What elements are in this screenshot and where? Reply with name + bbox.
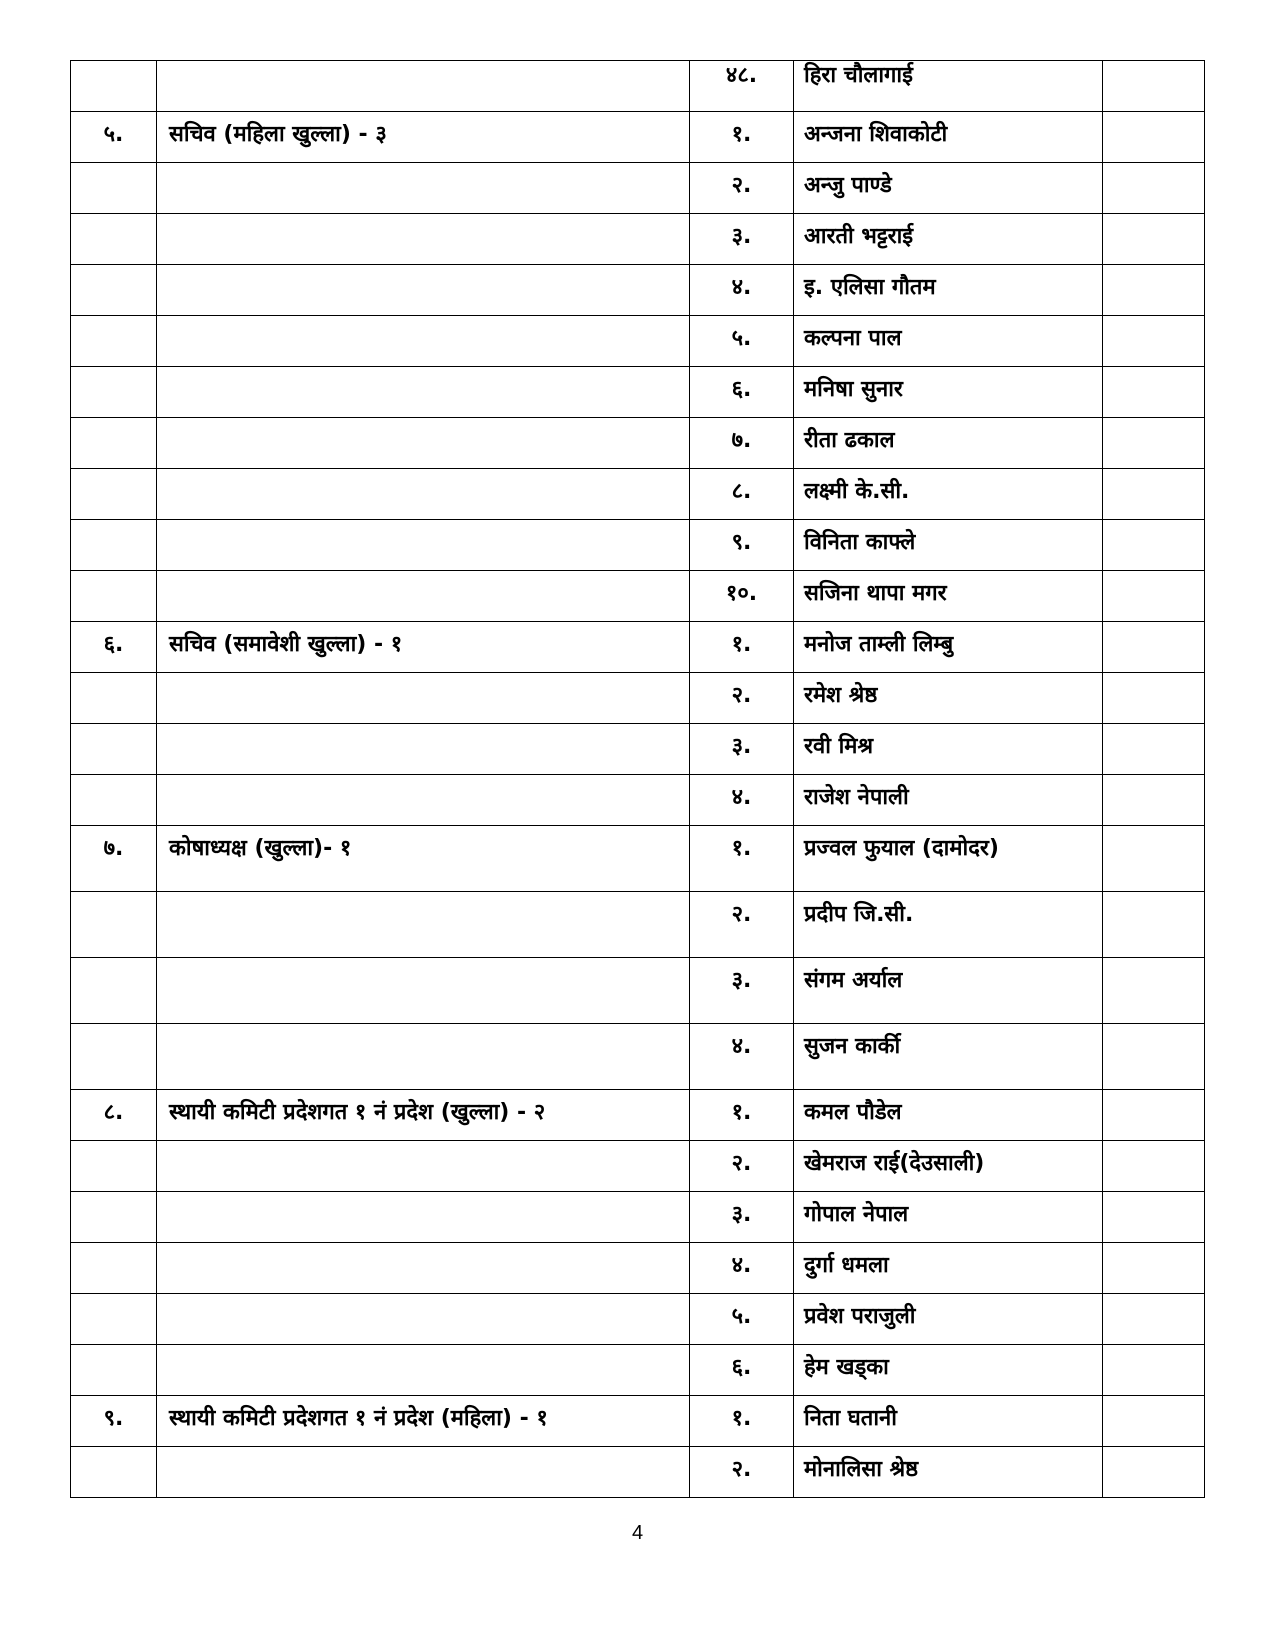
table-row (71, 724, 1205, 775)
candidate-number-cell: २. (690, 1141, 794, 1192)
remark-cell (1103, 112, 1205, 163)
candidate-name-cell: हिरा चौलागाई (794, 61, 1103, 112)
candidate-number-cell: २. (690, 1447, 794, 1498)
serial-number-cell (71, 892, 157, 958)
candidate-number-cell: ६. (690, 367, 794, 418)
post-title-cell (157, 61, 690, 112)
post-title-cell (157, 520, 690, 571)
candidate-number-cell: ३. (690, 214, 794, 265)
candidate-number-cell: ४८. (690, 61, 794, 112)
candidate-number-cell: १. (690, 1090, 794, 1141)
table-row (71, 673, 1205, 724)
post-title-cell (157, 1243, 690, 1294)
table-row (71, 1447, 1205, 1498)
serial-number-cell: ९. (71, 1396, 157, 1447)
serial-number-cell (71, 214, 157, 265)
serial-number-cell (71, 265, 157, 316)
table-row (71, 826, 1205, 892)
remark-cell (1103, 1345, 1205, 1396)
candidate-name-cell: सजिना थापा मगर (794, 571, 1103, 622)
candidate-number-cell: ५. (690, 316, 794, 367)
table-row (71, 1243, 1205, 1294)
candidate-number-cell: २. (690, 892, 794, 958)
candidate-number-cell: २. (690, 673, 794, 724)
remark-cell (1103, 1024, 1205, 1090)
table-row (71, 520, 1205, 571)
candidate-number-cell: २. (690, 163, 794, 214)
candidate-number-cell: ४. (690, 775, 794, 826)
table-row (71, 1192, 1205, 1243)
candidate-name-cell: कमल पौडेल (794, 1090, 1103, 1141)
table-row (71, 61, 1205, 112)
table-row (71, 622, 1205, 673)
candidate-number-cell: ९. (690, 520, 794, 571)
candidate-name-cell: विनिता काफ्ले (794, 520, 1103, 571)
remark-cell (1103, 1192, 1205, 1243)
candidate-number-cell: ४. (690, 265, 794, 316)
candidate-table-body (71, 61, 1205, 1498)
candidate-name-cell: खेमराज राई(देउसाली) (794, 1141, 1103, 1192)
candidate-number-cell: ४. (690, 1243, 794, 1294)
serial-number-cell (71, 775, 157, 826)
remark-cell (1103, 1243, 1205, 1294)
candidate-name-cell: मनिषा सुनार (794, 367, 1103, 418)
remark-cell (1103, 520, 1205, 571)
candidate-number-cell: १०. (690, 571, 794, 622)
serial-number-cell (71, 673, 157, 724)
candidate-name-cell: प्रज्वल फुयाल (दामोदर) (794, 826, 1103, 892)
candidate-name-cell: निता घतानी (794, 1396, 1103, 1447)
post-title-cell (157, 265, 690, 316)
candidate-name-cell: सुजन कार्की (794, 1024, 1103, 1090)
candidate-number-cell: १. (690, 112, 794, 163)
remark-cell (1103, 1294, 1205, 1345)
candidate-number-cell: १. (690, 826, 794, 892)
post-title-cell (157, 1294, 690, 1345)
table-row (71, 112, 1205, 163)
post-title-cell (157, 316, 690, 367)
serial-number-cell: ५. (71, 112, 157, 163)
table-row (71, 1141, 1205, 1192)
serial-number-cell (71, 724, 157, 775)
candidate-number-cell: १. (690, 622, 794, 673)
candidate-name-cell: इ. एलिसा गौतम (794, 265, 1103, 316)
remark-cell (1103, 571, 1205, 622)
post-title-cell: स्थायी कमिटी प्रदेशगत १ नं प्रदेश (खुल्ला) - २ (157, 1090, 690, 1141)
table-row (71, 367, 1205, 418)
candidate-number-cell: ८. (690, 469, 794, 520)
table-row (71, 214, 1205, 265)
serial-number-cell (71, 316, 157, 367)
post-title-cell (157, 163, 690, 214)
remark-cell (1103, 367, 1205, 418)
table-row (71, 418, 1205, 469)
table-row (71, 316, 1205, 367)
post-title-cell (157, 673, 690, 724)
candidate-number-cell: १. (690, 1396, 794, 1447)
candidate-name-cell: मनोज ताम्ली लिम्बु (794, 622, 1103, 673)
candidate-number-cell: ३. (690, 1192, 794, 1243)
remark-cell (1103, 163, 1205, 214)
remark-cell (1103, 826, 1205, 892)
candidate-number-cell: ४. (690, 1024, 794, 1090)
post-title-cell (157, 958, 690, 1024)
post-title-cell (157, 469, 690, 520)
remark-cell (1103, 61, 1205, 112)
post-title-cell (157, 367, 690, 418)
serial-number-cell (71, 1447, 157, 1498)
serial-number-cell (71, 61, 157, 112)
table-row (71, 469, 1205, 520)
serial-number-cell: ८. (71, 1090, 157, 1141)
post-title-cell (157, 1024, 690, 1090)
table-row (71, 1090, 1205, 1141)
table-row (71, 1396, 1205, 1447)
post-title-cell (157, 724, 690, 775)
post-title-cell: स्थायी कमिटी प्रदेशगत १ नं प्रदेश (महिला) - १ (157, 1396, 690, 1447)
serial-number-cell (71, 571, 157, 622)
serial-number-cell (71, 520, 157, 571)
candidate-name-cell: मोनालिसा श्रेष्ठ (794, 1447, 1103, 1498)
remark-cell (1103, 1447, 1205, 1498)
serial-number-cell (71, 1192, 157, 1243)
remark-cell (1103, 673, 1205, 724)
post-title-cell (157, 214, 690, 265)
serial-number-cell (71, 367, 157, 418)
serial-number-cell (71, 1243, 157, 1294)
candidate-number-cell: ५. (690, 1294, 794, 1345)
post-title-cell (157, 571, 690, 622)
candidate-name-cell: दुर्गा धमला (794, 1243, 1103, 1294)
table-row (71, 1294, 1205, 1345)
candidate-number-cell: ३. (690, 724, 794, 775)
candidate-number-cell: ६. (690, 1345, 794, 1396)
remark-cell (1103, 1090, 1205, 1141)
candidate-name-cell: लक्ष्मी के.सी. (794, 469, 1103, 520)
candidate-name-cell: रमेश श्रेष्ठ (794, 673, 1103, 724)
remark-cell (1103, 1396, 1205, 1447)
candidate-number-cell: ३. (690, 958, 794, 1024)
table-row (71, 892, 1205, 958)
table-row (71, 265, 1205, 316)
post-title-cell (157, 1345, 690, 1396)
remark-cell (1103, 214, 1205, 265)
serial-number-cell (71, 1141, 157, 1192)
table-row (71, 775, 1205, 826)
serial-number-cell (71, 418, 157, 469)
serial-number-cell: ६. (71, 622, 157, 673)
remark-cell (1103, 724, 1205, 775)
candidate-name-cell: राजेश नेपाली (794, 775, 1103, 826)
remark-cell (1103, 1141, 1205, 1192)
candidate-name-cell: रीता ढकाल (794, 418, 1103, 469)
table-row (71, 1345, 1205, 1396)
remark-cell (1103, 892, 1205, 958)
candidate-name-cell: रवी मिश्र (794, 724, 1103, 775)
candidate-name-cell: अन्जु पाण्डे (794, 163, 1103, 214)
serial-number-cell (71, 469, 157, 520)
candidate-name-cell: प्रदीप जि.सी. (794, 892, 1103, 958)
table-row (71, 571, 1205, 622)
candidate-name-cell: आरती भट्टराई (794, 214, 1103, 265)
page-number: 4 (631, 1522, 644, 1544)
remark-cell (1103, 775, 1205, 826)
candidate-name-cell: संगम अर्याल (794, 958, 1103, 1024)
post-title-cell: सचिव (समावेशी खुल्ला) - १ (157, 622, 690, 673)
candidate-name-cell: गोपाल नेपाल (794, 1192, 1103, 1243)
post-title-cell: कोषाध्यक्ष (खुल्ला)- १ (157, 826, 690, 892)
serial-number-cell (71, 1024, 157, 1090)
serial-number-cell (71, 163, 157, 214)
post-title-cell (157, 1447, 690, 1498)
serial-number-cell (71, 1294, 157, 1345)
post-title-cell (157, 1192, 690, 1243)
table-row (71, 163, 1205, 214)
candidate-name-cell: कल्पना पाल (794, 316, 1103, 367)
serial-number-cell (71, 958, 157, 1024)
remark-cell (1103, 316, 1205, 367)
post-title-cell (157, 775, 690, 826)
candidate-name-cell: अन्जना शिवाकोटी (794, 112, 1103, 163)
candidate-number-cell: ७. (690, 418, 794, 469)
remark-cell (1103, 265, 1205, 316)
candidate-name-cell: प्रवेश पराजुली (794, 1294, 1103, 1345)
candidate-name-cell: हेम खड्का (794, 1345, 1103, 1396)
remark-cell (1103, 958, 1205, 1024)
post-title-cell (157, 418, 690, 469)
serial-number-cell: ७. (71, 826, 157, 892)
post-title-cell: सचिव (महिला खुल्ला) - ३ (157, 112, 690, 163)
candidate-table (70, 60, 1205, 1498)
post-title-cell (157, 892, 690, 958)
remark-cell (1103, 418, 1205, 469)
table-row (71, 958, 1205, 1024)
table-row (71, 1024, 1205, 1090)
post-title-cell (157, 1141, 690, 1192)
remark-cell (1103, 469, 1205, 520)
serial-number-cell (71, 1345, 157, 1396)
remark-cell (1103, 622, 1205, 673)
